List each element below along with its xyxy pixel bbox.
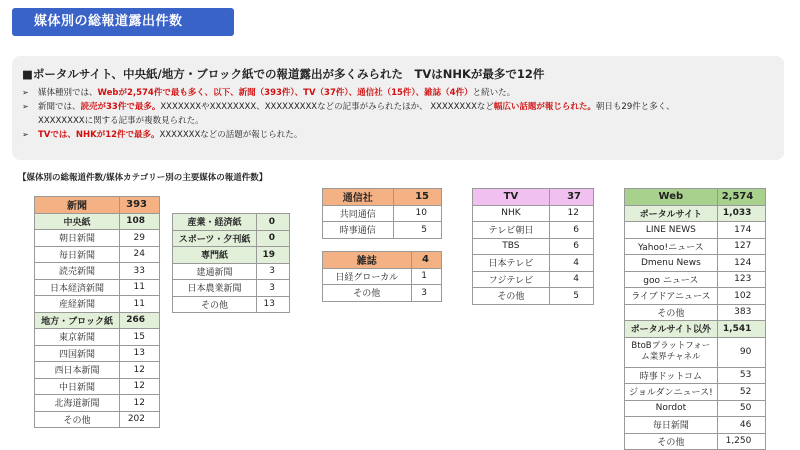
outlet-name: 共同通信 xyxy=(323,205,394,222)
wire-service-table xyxy=(322,188,442,239)
bullet2-pre: 新聞では、 xyxy=(38,102,81,112)
outlet-name: 毎日新聞 xyxy=(35,246,120,263)
outlet-count: 10 xyxy=(393,205,441,222)
outlet-name: フジテレビ xyxy=(473,271,550,288)
outlet-name: 読売新聞 xyxy=(35,263,120,280)
table-row xyxy=(473,205,594,222)
bullet2-highlight-1: 読売が33件で最多。 xyxy=(80,102,161,112)
table-row xyxy=(473,288,594,305)
outlet-name: 産経新聞 xyxy=(35,296,120,313)
category-total: 2,574 xyxy=(717,189,766,206)
outlet-name: ポータルサイト以外 xyxy=(625,321,718,338)
outlet-count: 202 xyxy=(120,411,160,428)
outlet-name: 西日本新聞 xyxy=(35,362,120,379)
bullet1-pre: 媒体種別では、 xyxy=(38,88,98,98)
tv-table xyxy=(472,188,594,305)
subcategory-row xyxy=(35,312,160,329)
category-name: 新聞 xyxy=(35,197,120,214)
outlet-name: 時事ドットコム xyxy=(625,367,718,384)
outlet-count: 29 xyxy=(120,230,160,247)
outlet-count: 46 xyxy=(717,417,766,434)
outlet-name: LINE NEWS xyxy=(625,222,718,239)
table-row xyxy=(323,205,442,222)
table-row xyxy=(35,296,160,313)
bullet3-highlight: TVでは、NHKが12件で最多。 xyxy=(38,130,160,140)
category-total: 15 xyxy=(393,189,441,206)
subcategory-row xyxy=(625,321,766,338)
outlet-count: 1,541 xyxy=(717,321,766,338)
outlet-name: その他 xyxy=(473,288,550,305)
outlet-count: 3 xyxy=(257,280,290,297)
outlet-count: 50 xyxy=(717,400,766,417)
outlet-count: 0 xyxy=(257,214,290,231)
outlet-count: 383 xyxy=(717,304,766,321)
summary-bullet-2-cont: XXXXXXXXに関する記事が複数見られた。 xyxy=(38,116,204,126)
table-row xyxy=(625,271,766,288)
table-row xyxy=(473,255,594,272)
web-table xyxy=(624,188,766,450)
outlet-count: 12 xyxy=(120,378,160,395)
table-row xyxy=(35,395,160,412)
bullet1-highlight: Webが2,574件で最も多く、以下、新聞（393件）、TV（37件）、通信社（15件）、雑誌（4件） xyxy=(97,88,473,98)
outlet-name: ジョルダンニュース! xyxy=(625,384,718,401)
subcategory-row xyxy=(173,247,290,264)
outlet-count: 33 xyxy=(120,263,160,280)
table-row xyxy=(625,222,766,239)
table-row xyxy=(625,238,766,255)
summary-bullet-3 xyxy=(22,128,774,142)
magazine-table xyxy=(322,251,442,302)
outlet-name: goo ニュース xyxy=(625,271,718,288)
table-header-row xyxy=(625,189,766,206)
category-name: Web xyxy=(625,189,718,206)
table-row xyxy=(625,417,766,434)
newspaper-table xyxy=(34,196,160,428)
table-row xyxy=(35,378,160,395)
outlet-name: 時事通信 xyxy=(323,222,394,239)
outlet-name: 日本農業新聞 xyxy=(173,280,257,297)
industry-paper-table xyxy=(172,213,290,313)
subcategory-row xyxy=(625,205,766,222)
table-header-row xyxy=(473,189,594,206)
outlet-count: 4 xyxy=(549,271,593,288)
table-row xyxy=(625,288,766,305)
outlet-name: 地方・ブロック紙 xyxy=(35,312,120,329)
table-row xyxy=(625,255,766,272)
outlet-name: 建通新聞 xyxy=(173,263,257,280)
outlet-name: 中央紙 xyxy=(35,213,120,230)
outlet-count: 15 xyxy=(120,329,160,346)
subcategory-row xyxy=(35,213,160,230)
outlet-name: 日本テレビ xyxy=(473,255,550,272)
outlet-count: 4 xyxy=(549,255,593,272)
category-total: 37 xyxy=(549,189,593,206)
table-header-row xyxy=(323,189,442,206)
table-row xyxy=(173,296,290,313)
outlet-count: 53 xyxy=(717,367,766,384)
table-row xyxy=(625,400,766,417)
outlet-count: 123 xyxy=(717,271,766,288)
table-row xyxy=(35,230,160,247)
section-title: 【媒体別の総報道件数/媒体カテゴリー別の主要媒体の報道件数】 xyxy=(18,173,268,183)
table-row xyxy=(35,279,160,296)
outlet-name: 日経グローカル xyxy=(323,268,412,285)
table-row xyxy=(625,304,766,321)
outlet-count: 13 xyxy=(257,296,290,313)
outlet-name: ライブドアニュース xyxy=(625,288,718,305)
outlet-name: その他 xyxy=(625,304,718,321)
table-row xyxy=(625,337,766,367)
category-name: 通信社 xyxy=(323,189,394,206)
category-name: 雑誌 xyxy=(323,252,412,269)
outlet-name: その他 xyxy=(35,411,120,428)
outlet-name: テレビ朝日 xyxy=(473,222,550,239)
table-header-row xyxy=(323,252,442,269)
table-row xyxy=(35,246,160,263)
subcategory-row xyxy=(173,214,290,231)
outlet-name: NHK xyxy=(473,205,550,222)
bullet2-post: 朝日も29件と多く、 xyxy=(595,102,675,112)
table-row xyxy=(323,285,442,302)
outlet-count: 1,033 xyxy=(717,205,766,222)
outlet-count: 11 xyxy=(120,279,160,296)
subcategory-row xyxy=(173,230,290,247)
outlet-count: 102 xyxy=(717,288,766,305)
outlet-name: 日本経済新聞 xyxy=(35,279,120,296)
table-row xyxy=(625,367,766,384)
table-row xyxy=(473,222,594,239)
bullet1-post: と続いた。 xyxy=(472,88,516,98)
outlet-name: 専門紙 xyxy=(173,247,257,264)
outlet-count: 266 xyxy=(120,312,160,329)
outlet-count: 124 xyxy=(717,255,766,272)
outlet-name: TBS xyxy=(473,238,550,255)
table-row xyxy=(35,345,160,362)
table-row xyxy=(625,384,766,401)
outlet-count: 3 xyxy=(411,285,441,302)
category-total: 4 xyxy=(411,252,441,269)
table-row xyxy=(323,268,442,285)
outlet-name: Yahoo!ニュース xyxy=(625,238,718,255)
outlet-count: 1 xyxy=(411,268,441,285)
summary-bullet-1 xyxy=(22,86,774,100)
outlet-count: 5 xyxy=(393,222,441,239)
outlet-count: 6 xyxy=(549,222,593,239)
outlet-count: 12 xyxy=(120,362,160,379)
table-row xyxy=(625,433,766,450)
table-row xyxy=(173,280,290,297)
outlet-name: 中日新聞 xyxy=(35,378,120,395)
outlet-count: 127 xyxy=(717,238,766,255)
table-row xyxy=(35,411,160,428)
outlet-name: 毎日新聞 xyxy=(625,417,718,434)
outlet-count: 11 xyxy=(120,296,160,313)
outlet-count: 24 xyxy=(120,246,160,263)
outlet-count: 1,250 xyxy=(717,433,766,450)
outlet-count: 108 xyxy=(120,213,160,230)
outlet-name: 東京新聞 xyxy=(35,329,120,346)
outlet-name: 四国新聞 xyxy=(35,345,120,362)
category-name: TV xyxy=(473,189,550,206)
summary-box xyxy=(12,56,784,160)
bullet3-post: XXXXXXXなどの話題が報じられた。 xyxy=(159,130,303,140)
outlet-count: 5 xyxy=(549,288,593,305)
outlet-name: その他 xyxy=(323,285,412,302)
outlet-count: 12 xyxy=(120,395,160,412)
outlet-name: 産業・経済紙 xyxy=(173,214,257,231)
summary-headline: ■ポータルサイト、中央紙/地方・ブロック紙での報道露出が多くみられた TVはNHKが最多で12件 xyxy=(22,67,545,81)
bullet2-highlight-2: 幅広い話題が報じられた。 xyxy=(493,102,596,112)
page-title: 媒体別の総報道露出件数 xyxy=(12,8,234,36)
category-total: 393 xyxy=(120,197,160,214)
outlet-count: 3 xyxy=(257,263,290,280)
bullet2-mid: XXXXXXXやXXXXXXXX、XXXXXXXXXなどの記事がみられたほか、 XXXXXXXXなど xyxy=(160,102,494,112)
outlet-count: 19 xyxy=(257,247,290,264)
outlet-name: Dmenu News xyxy=(625,255,718,272)
outlet-name: 北海道新聞 xyxy=(35,395,120,412)
outlet-name: 朝日新聞 xyxy=(35,230,120,247)
outlet-count: 13 xyxy=(120,345,160,362)
outlet-count: 0 xyxy=(257,230,290,247)
summary-bullet-2 xyxy=(22,100,774,114)
outlet-count: 6 xyxy=(549,238,593,255)
outlet-name: その他 xyxy=(625,433,718,450)
outlet-name: スポーツ・夕刊紙 xyxy=(173,230,257,247)
outlet-count: 12 xyxy=(549,205,593,222)
table-row xyxy=(473,238,594,255)
table-row xyxy=(473,271,594,288)
table-row xyxy=(323,222,442,239)
outlet-count: 90 xyxy=(717,337,766,367)
outlet-name: BtoBプラットフォーム業界チャネル xyxy=(625,337,718,367)
table-row xyxy=(35,329,160,346)
table-row xyxy=(35,263,160,280)
outlet-count: 52 xyxy=(717,384,766,401)
outlet-name: Nordot xyxy=(625,400,718,417)
outlet-count: 174 xyxy=(717,222,766,239)
table-row xyxy=(173,263,290,280)
outlet-name: ポータルサイト xyxy=(625,205,718,222)
table-row xyxy=(35,362,160,379)
table-header-row xyxy=(35,197,160,214)
outlet-name: その他 xyxy=(173,296,257,313)
